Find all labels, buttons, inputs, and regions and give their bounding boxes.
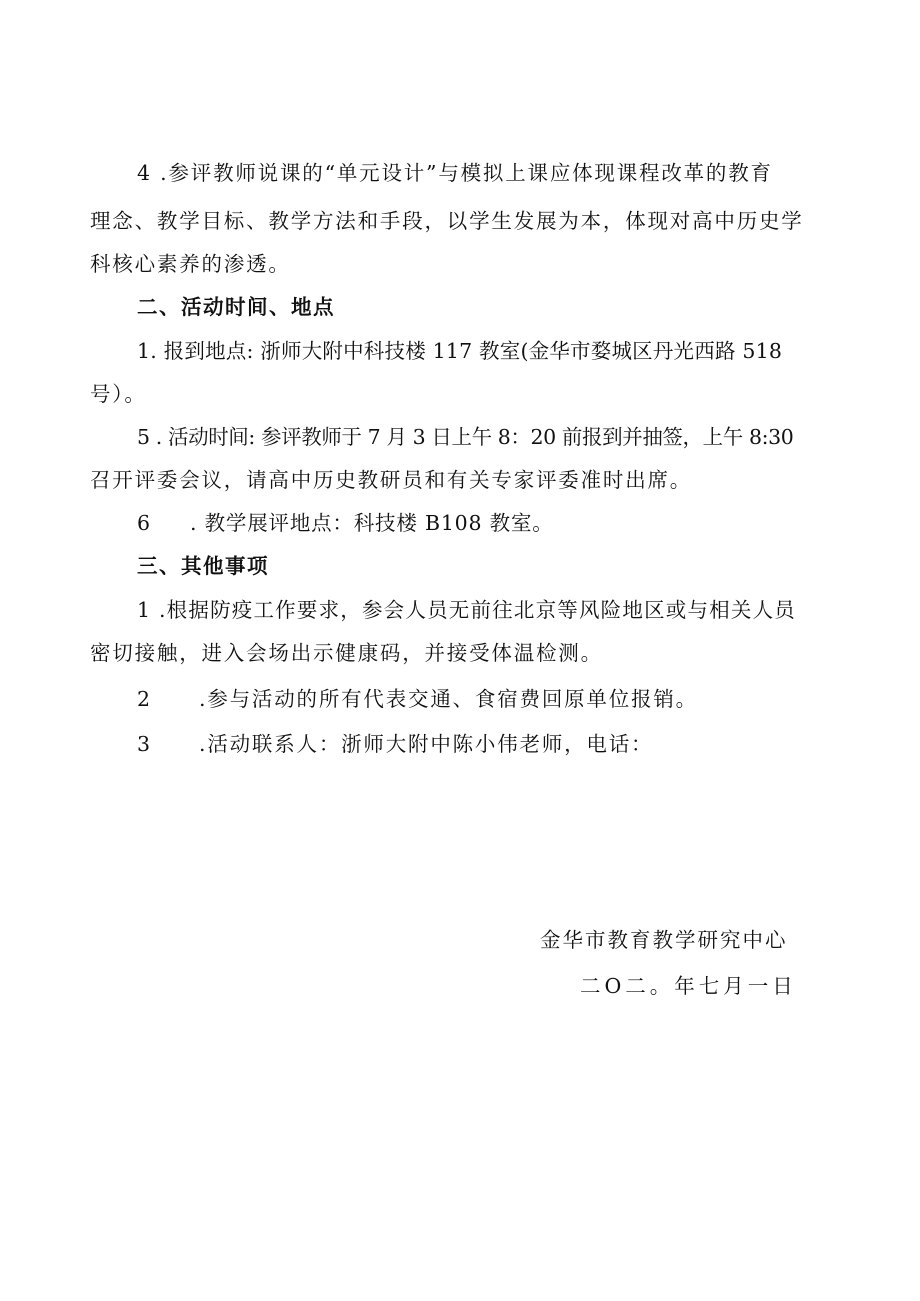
section3-item3-text: .活动联系人：浙师大附中陈小伟老师，电话： [199, 732, 654, 756]
section3-item2-number: 2 [137, 687, 151, 711]
item4-line3: 科核心素养的渗透。 [90, 252, 291, 276]
section3-item1-line2: 密切接触，进入会场出示健康码，并接受体温检测。 [90, 641, 603, 665]
section2-item1-line2: 号）。 [90, 382, 147, 406]
section2-item5-line1: 5 . 活动时间: 参评教师于 7 月 3 日上午 8：20 前报到并抽签，上午 8:30 [137, 425, 794, 449]
section3-item2-text: .参与活动的所有代表交通、食宿费回原单位报销。 [199, 687, 698, 711]
section3-item1-line1: 1 .根据防疫工作要求，参会人员无前往北京等风险地区或与相关人员 [137, 598, 796, 622]
item4-line1: 4 .参评教师说课的“单元设计”与模拟上课应体现课程改革的教育 [137, 161, 773, 185]
section2-item6-number: 6 [137, 511, 151, 535]
signature-organization: 金华市教育教学研究中心 [540, 928, 788, 952]
section2-item5-line2: 召开评委会议，请高中历史教研员和有关专家评委准时出席。 [90, 468, 693, 492]
signature-date: 二O二。年七月一日 [580, 974, 797, 998]
section3-heading: 三、其他事项 [137, 554, 269, 578]
item4-line2: 理念、教学目标、教学方法和手段，以学生发展为本，体现对高中历史学 [90, 209, 804, 233]
section3-item3-number: 3 [137, 732, 151, 756]
section2-heading: 二、活动时间、地点 [137, 295, 335, 319]
section2-item6-text: . 教学展评地点：科技楼 B108 教室。 [190, 511, 554, 535]
section2-item1-line1: 1. 报到地点: 浙师大附中科技楼 117 教室(金华市婺城区丹光西路 518 [137, 339, 783, 363]
